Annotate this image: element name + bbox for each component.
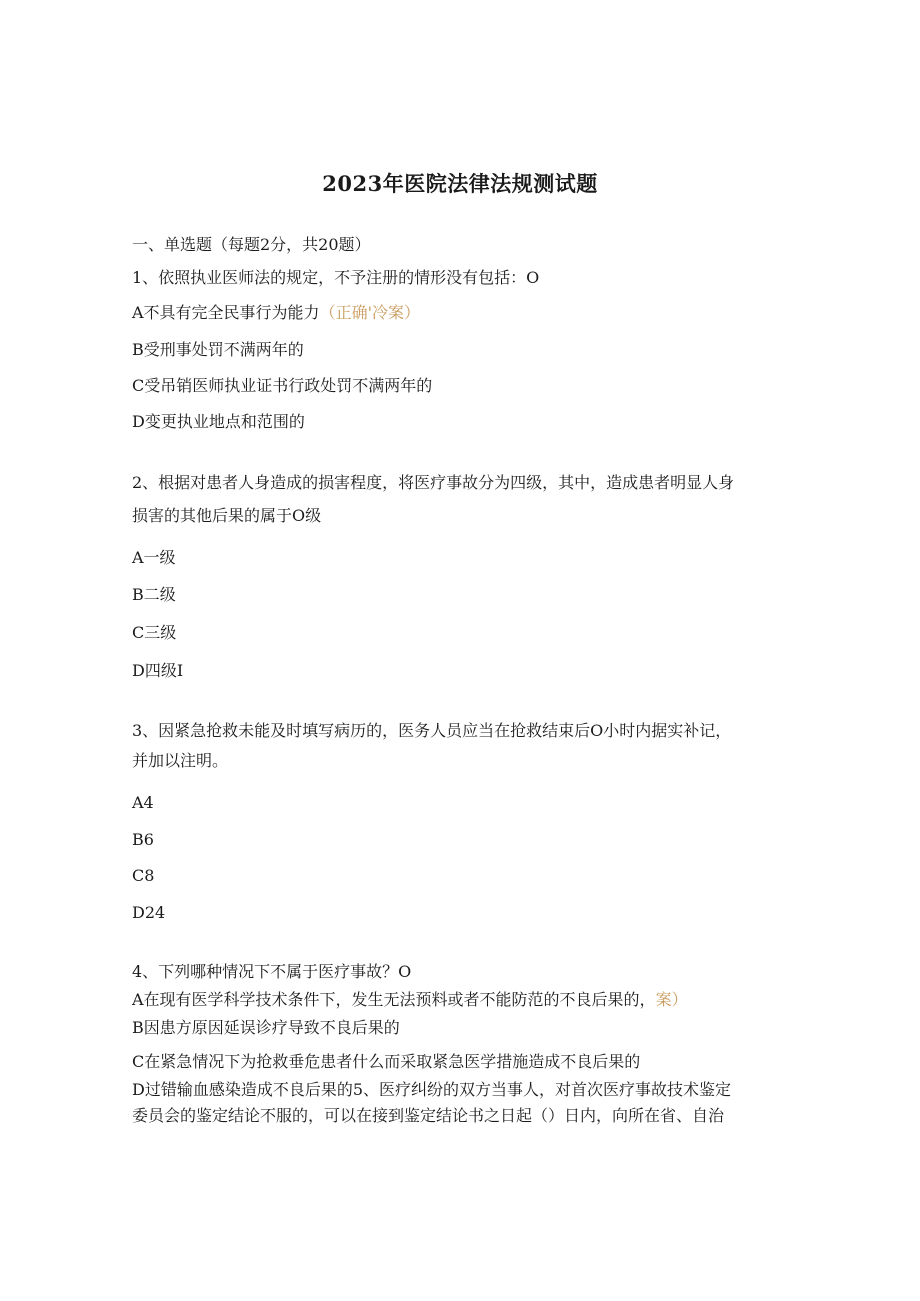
question-5-continuation: 委员会的鉴定结论不服的，可以在接到鉴定结论书之日起（）日内，向所在省、自治 — [132, 1106, 725, 1125]
question-1-stem: 1、依照执业医师法的规定，不予注册的情形没有包括：O — [132, 268, 540, 287]
question-1-option-d: D变更执业地点和范围的 — [132, 412, 305, 431]
question-3-option-b: B6 — [132, 830, 154, 849]
question-2-option-c: C三级 — [132, 623, 177, 642]
question-4-stem: 4、下列哪种情况下不属于医疗事故？O — [132, 962, 412, 981]
question-2-stem-line-2: 损害的其他后果的属于O级 — [132, 506, 322, 525]
question-2-stem-line-1: 2、根据对患者人身造成的损害程度，将医疗事故分为四级，其中，造成患者明显人身 — [132, 473, 735, 492]
question-1-option-b: B受刑事处罚不满两年的 — [132, 340, 304, 359]
question-2-option-b: B二级 — [132, 585, 176, 604]
answer-mark: 案） — [655, 990, 688, 1009]
question-2-option-d: D四级I — [132, 661, 184, 680]
document-title: 2023年医院法律法规测试题 — [322, 171, 598, 196]
question-3-option-a: A4 — [132, 793, 154, 812]
question-3-stem-line-2: 并加以注明。 — [132, 751, 229, 770]
answer-mark: （正确'冷案） — [319, 303, 420, 322]
option-text: A不具有完全民事行为能力 — [132, 303, 320, 322]
question-4-option-d: D过错输血感染造成不良后果的5、医疗纠纷的双方当事人，对首次医疗事故技术鉴定 — [132, 1080, 732, 1099]
question-3-stem-line-1: 3、因紧急抢救未能及时填写病历的，医务人员应当在抢救结束后O小时内据实补记， — [132, 721, 732, 740]
question-4-option-a — [132, 988, 688, 1012]
question-4-option-c: C在紧急情况下为抢救垂危患者什么而采取紧急医学措施造成不良后果的 — [132, 1052, 641, 1071]
question-3-option-d: D24 — [132, 903, 166, 922]
question-1-option-c: C受吊销医师执业证书行政处罚不满两年的 — [132, 376, 433, 395]
question-4-option-b: B因患方原因延误诊疗导致不良后果的 — [132, 1018, 400, 1037]
question-1-option-a — [132, 301, 420, 325]
question-2-option-a: A一级 — [132, 548, 176, 567]
section-header: 一、单选题（每题2分，共20题） — [132, 235, 371, 254]
question-3-option-c: C8 — [132, 866, 155, 885]
option-text: A在现有医学科学技术条件下，发生无法预料或者不能防范的不良后果的， — [132, 990, 656, 1009]
